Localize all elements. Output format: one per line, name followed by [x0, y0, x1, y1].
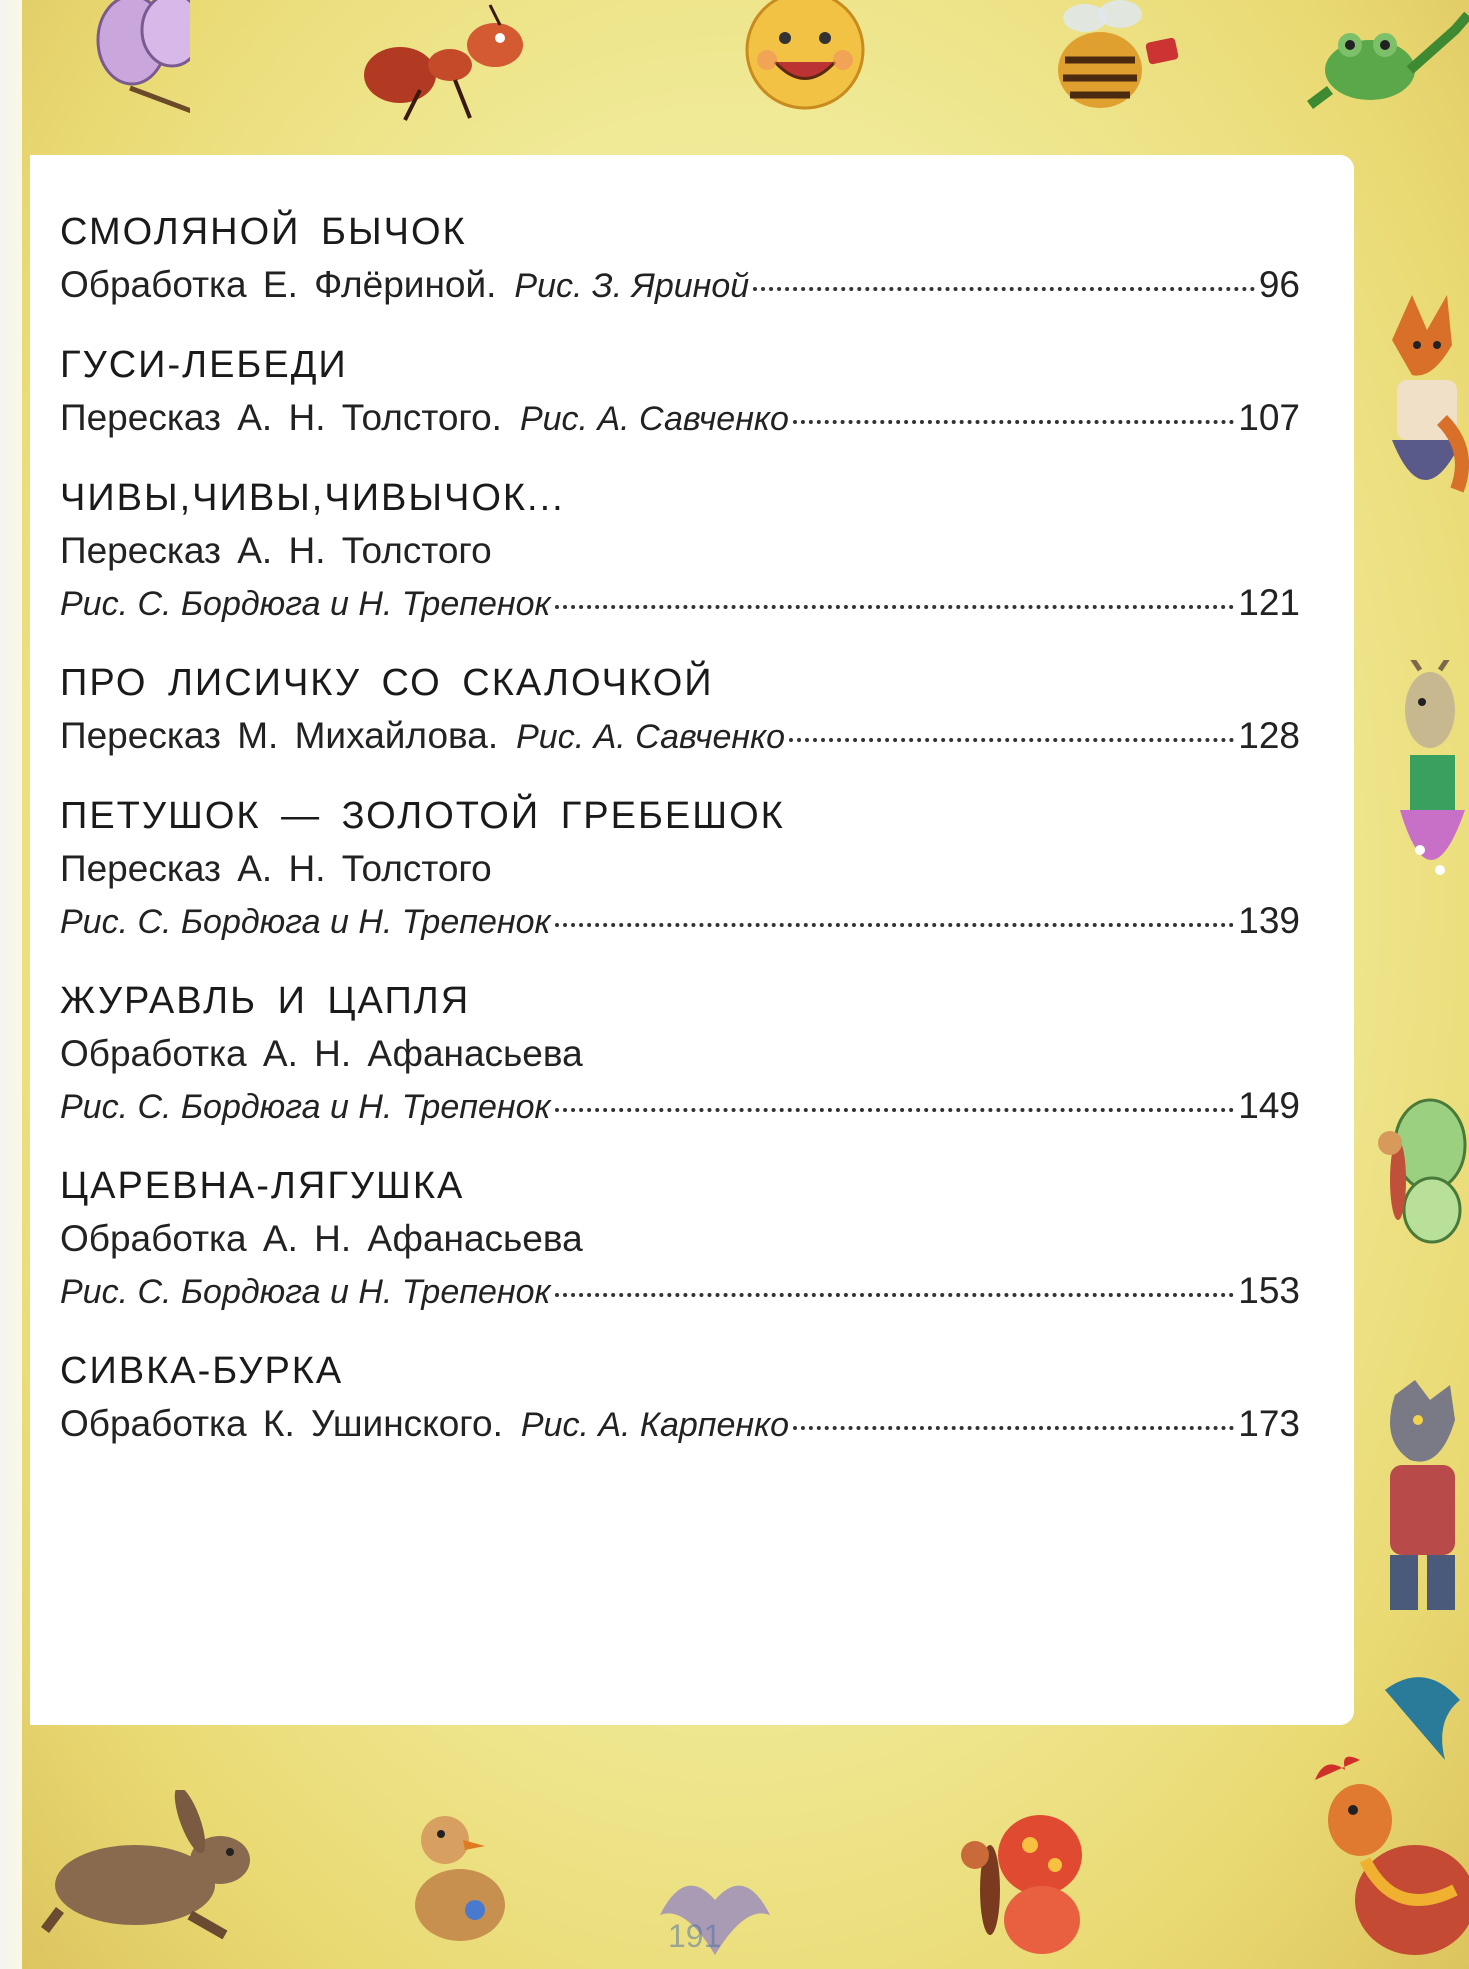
illustrator-credit: Рис. З. Яриной	[514, 267, 750, 305]
dot-leader	[555, 1293, 1235, 1297]
adaptation-credit: Пересказ А. Н. Толстого.	[60, 397, 502, 438]
toc-entry	[60, 1344, 1300, 1451]
ant-icon	[360, 0, 535, 125]
dot-leader	[555, 923, 1235, 927]
story-title: ПРО ЛИСИЧКУ СО СКАЛОЧКОЙ	[60, 662, 714, 704]
butterfly-icon	[60, 0, 190, 130]
adaptation-credit: Обработка А. Н. Афанасьева	[60, 1218, 583, 1259]
toc-entry	[60, 1159, 1300, 1318]
dot-leader	[555, 1108, 1235, 1112]
story-title: СИВКА-БУРКА	[60, 1350, 344, 1392]
adaptation-credit: Пересказ А. Н. Толстого	[60, 530, 492, 571]
adaptation-credit: Пересказ М. Михайлова.	[60, 715, 499, 756]
butterfly-icon	[1360, 1095, 1469, 1265]
kolobok-icon	[735, 0, 875, 115]
page-number: 191	[668, 1918, 722, 1954]
page-reference: 96	[1258, 264, 1300, 305]
story-title: ЖУРАВЛЬ И ЦАПЛЯ	[60, 980, 471, 1022]
dot-leader	[793, 420, 1234, 424]
toc-line[interactable]	[60, 1265, 1300, 1318]
adaptation-credit: Пересказ А. Н. Толстого	[60, 848, 492, 889]
toc-line[interactable]	[60, 895, 1300, 948]
story-title: ГУСИ-ЛЕБЕДИ	[60, 344, 348, 386]
butterfly-icon	[930, 1810, 1090, 1969]
toc-entry	[60, 205, 1300, 312]
toc-line	[60, 525, 1300, 577]
toc-line[interactable]	[60, 1080, 1300, 1133]
page-reference: 139	[1238, 900, 1300, 941]
duckling-icon	[405, 1810, 510, 1950]
illustrator-credit: Рис. С. Бордюга и Н. Трепенок	[60, 903, 551, 941]
toc-line	[60, 1213, 1300, 1265]
frog-icon	[1290, 0, 1469, 110]
toc-line	[60, 1028, 1300, 1080]
illustrator-credit: Рис. А. Савченко	[516, 718, 786, 756]
table-of-contents	[60, 205, 1300, 1477]
toc-entry	[60, 656, 1300, 763]
illustrator-credit: Рис. А. Савченко	[519, 400, 789, 438]
adaptation-credit: Обработка А. Н. Афанасьева	[60, 1033, 583, 1074]
toc-line[interactable]	[60, 577, 1300, 630]
dot-leader	[753, 287, 1255, 291]
page-reference: 149	[1238, 1085, 1300, 1126]
toc-line[interactable]	[60, 259, 1300, 312]
adaptation-credit: Обработка К. Ушинского.	[60, 1403, 503, 1444]
story-title: ЦАРЕВНА-ЛЯГУШКА	[60, 1165, 465, 1207]
toc-entry	[60, 338, 1300, 445]
page-reference: 153	[1238, 1270, 1300, 1311]
hare-icon	[40, 1790, 260, 1945]
dot-leader	[789, 738, 1234, 742]
dot-leader	[793, 1426, 1234, 1430]
page-reference: 173	[1238, 1403, 1300, 1444]
toc-line[interactable]	[60, 710, 1300, 763]
illustrator-credit: Рис. С. Бордюга и Н. Трепенок	[60, 585, 551, 623]
binding-edge	[0, 0, 22, 1969]
toc-line	[60, 843, 1300, 895]
toc-line[interactable]	[60, 392, 1300, 445]
fox-icon	[1372, 290, 1469, 510]
story-title: ПЕТУШОК — ЗОЛОТОЙ ГРЕБЕШОК	[60, 795, 785, 837]
page-reference: 107	[1238, 397, 1300, 438]
adaptation-credit: Обработка Е. Флёриной.	[60, 264, 497, 305]
toc-entry	[60, 471, 1300, 630]
toc-line[interactable]	[60, 1398, 1300, 1451]
illustrator-credit: Рис. С. Бордюга и Н. Трепенок	[60, 1273, 551, 1311]
page-reference: 121	[1238, 582, 1300, 623]
story-title: СМОЛЯНОЙ БЫЧОК	[60, 211, 467, 253]
bee-icon	[1035, 0, 1190, 120]
goat-icon	[1380, 660, 1469, 930]
illustrator-credit: Рис. С. Бордюга и Н. Трепенок	[60, 1088, 551, 1126]
toc-entry	[60, 974, 1300, 1133]
illustrator-credit: Рис. А. Карпенко	[520, 1406, 790, 1444]
dot-leader	[555, 605, 1235, 609]
story-title: ЧИВЫ,ЧИВЫ,ЧИВЫЧОК...	[60, 477, 565, 519]
wolf-icon	[1370, 1380, 1469, 1620]
page-reference: 128	[1238, 715, 1300, 756]
toc-entry	[60, 789, 1300, 948]
